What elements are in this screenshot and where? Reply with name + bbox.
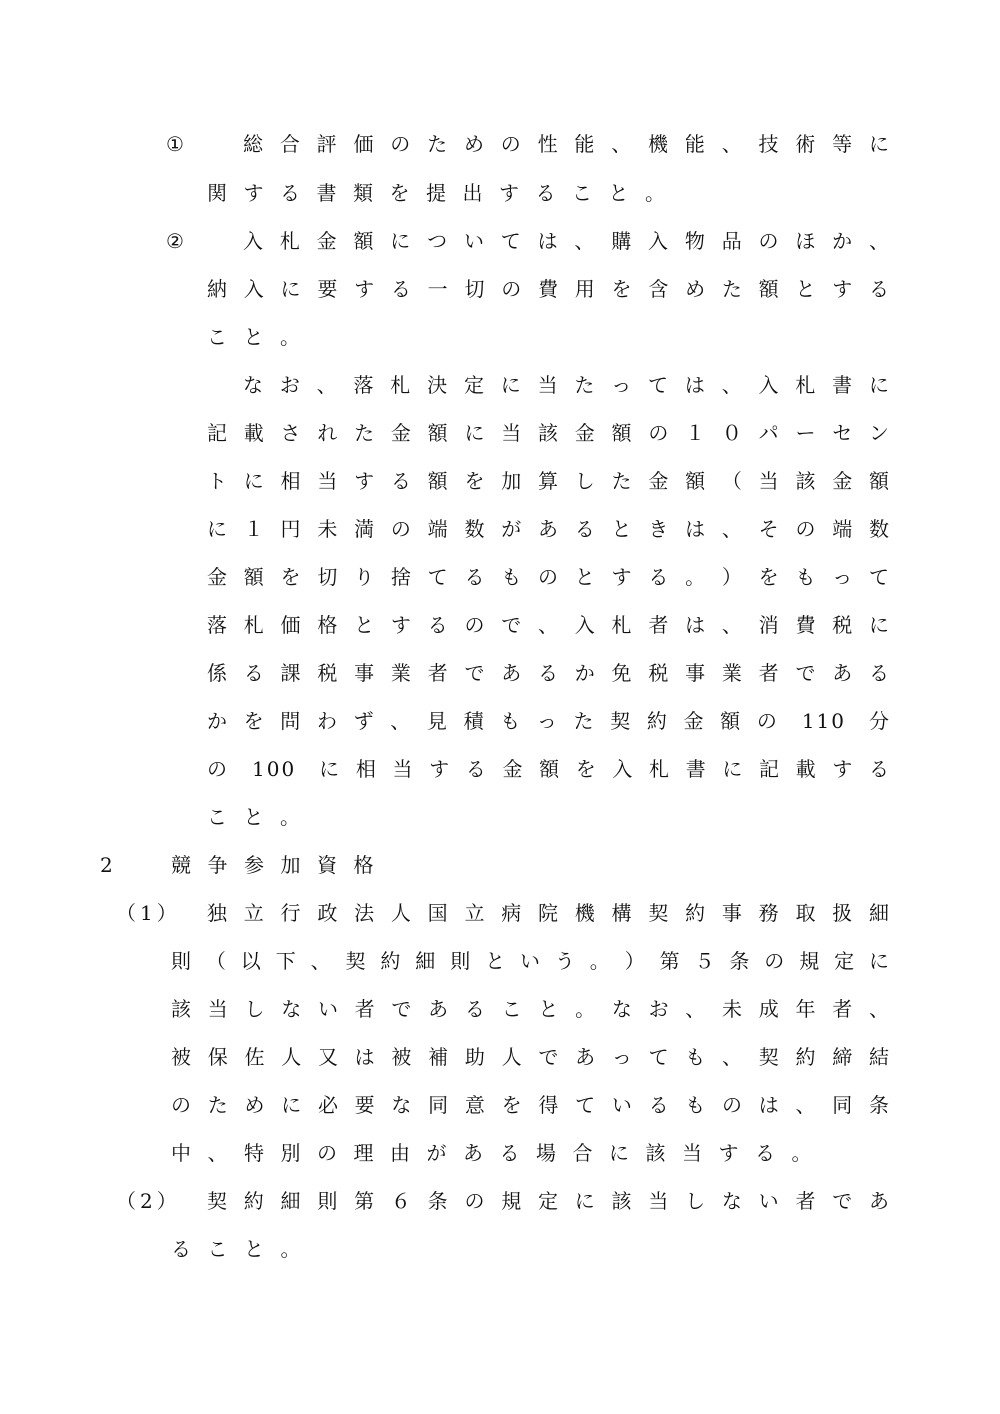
sub-2-marker: （2） [116,1189,181,1213]
note-line-10: こと。 [207,805,317,829]
item-2-line-3: こと。 [207,325,317,349]
sub-1-line-1: 独 立 行 政 法 人 国 立 病 院 機 構 契 約 事 務 取 扱 細 [207,901,889,925]
section-2-number: 2 [100,853,113,877]
note-line-1: な お 、 落 札 決 定 に 当 た っ て は 、 入 札 書 に [243,373,889,397]
item-1-marker: ① [166,132,184,156]
sub-1-line-5: の た め に 必 要 な 同 意 を 得 て い る も の は 、 同 条 [171,1093,889,1117]
item-2-marker: ② [166,229,184,253]
sub-1-marker: （1） [116,901,181,925]
sub-2-line-2: ること。 [171,1237,317,1261]
item-1-line-1: 総 合 評 価 の た め の 性 能 、 機 能 、 技 術 等 に [243,132,889,156]
sub-1-line-3: 該 当 し な い 者 で あ る こ と 。 な お 、 未 成 年 者 、 [171,997,889,1021]
note-line-9: の 1 0 0 に 相 当 す る 金 額 を 入 札 書 に 記 載 す る [207,757,889,781]
section-2-title: 競争参加資格 [171,853,390,877]
item-1-line-2: 関する書類を提出すること。 [207,181,682,205]
note-line-2: 記 載 さ れ た 金 額 に 当 該 金 額 の １ ０ パ ー セ ン [207,421,889,445]
note-line-5: 金 額 を 切 り 捨 て る も の と す る 。 ） を も っ て [207,565,889,589]
note-line-7: 係 る 課 税 事 業 者 で あ る か 免 税 事 業 者 で あ る [207,661,889,685]
sub-1-line-6: 中、特別の理由がある場合に該当する。 [171,1141,828,1165]
sub-1-line-2: 則 （ 以 下 、 契 約 細 則 と い う 。 ） 第 ５ 条 の 規 定 に [171,949,889,973]
item-2-line-2: 納 入 に 要 す る 一 切 の 費 用 を 含 め た 額 と す る [207,277,889,301]
note-line-8: か を 問 わ ず 、 見 積 も っ た 契 約 金 額 の 1 1 0 分 [207,709,889,733]
note-line-6: 落 札 価 格 と す る の で 、 入 札 者 は 、 消 費 税 に [207,613,889,637]
note-line-4: に １ 円 未 満 の 端 数 が あ る と き は 、 そ の 端 数 [207,517,889,541]
sub-2-line-1: 契 約 細 則 第 ６ 条 の 規 定 に 該 当 し な い 者 で あ [207,1189,889,1213]
item-2-line-1: 入 札 金 額 に つ い て は 、 購 入 物 品 の ほ か 、 [243,229,889,253]
sub-1-line-4: 被 保 佐 人 又 は 被 補 助 人 で あ っ て も 、 契 約 締 結 [171,1045,889,1069]
note-line-3: ト に 相 当 す る 額 を 加 算 し た 金 額 （ 当 該 金 額 [207,469,889,493]
